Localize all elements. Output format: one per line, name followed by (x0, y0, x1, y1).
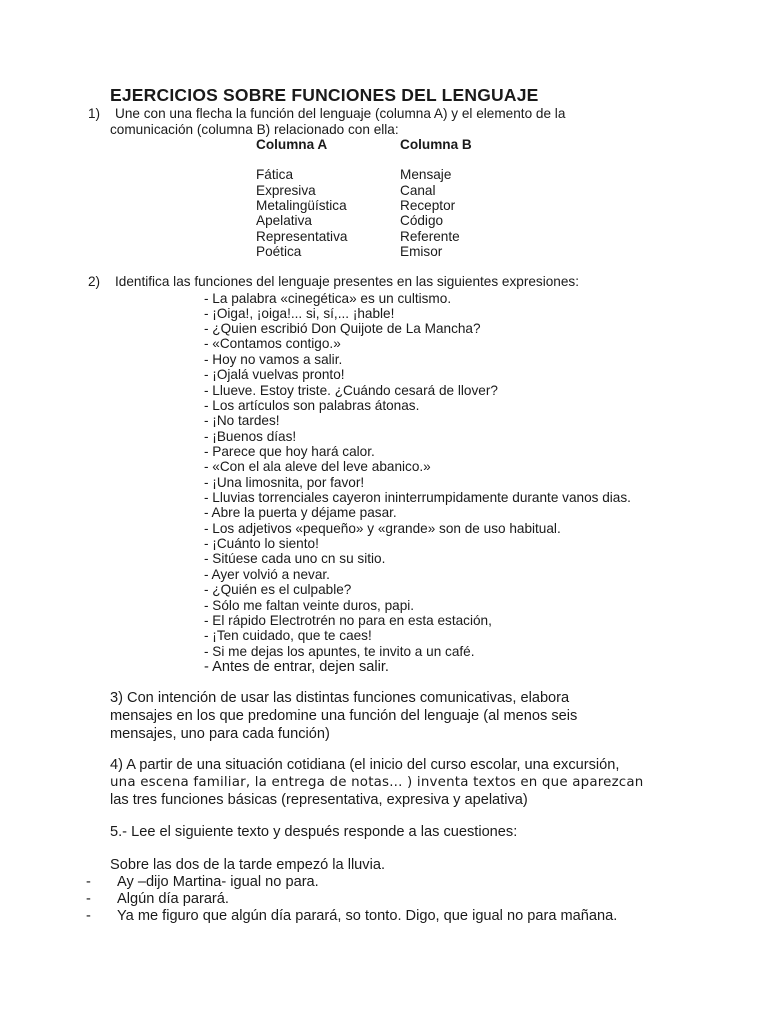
column-a-item: Metalingüística (256, 198, 347, 213)
page-title: EJERCICIOS SOBRE FUNCIONES DEL LENGUAJE (110, 85, 539, 105)
dialogue-line: Algún día parará. (117, 891, 229, 907)
expression-item: - «Contamos contigo.» (204, 336, 341, 351)
expression-item: - Si me dejas los apuntes, te invito a un café. (204, 644, 475, 659)
exercise-1-number: 1) (88, 106, 101, 121)
expression-item: - Ayer volvió a nevar. (204, 567, 330, 582)
expression-item: - Llueve. Estoy triste. ¿Cuándo cesará de llover? (204, 383, 498, 398)
exercise-2-number: 2) (88, 274, 101, 289)
expression-item: - ¡No tardes! (204, 413, 280, 428)
column-b-item: Emisor (400, 244, 443, 259)
dialogue-dash: - (86, 891, 91, 907)
expression-item: - ¿Quien escribió Don Quijote de La Mancha? (204, 321, 481, 336)
expression-item: - La palabra «cinegética» es un cultismo. (204, 291, 452, 306)
expression-item: - ¡Una limosnita, por favor! (204, 475, 365, 490)
column-a-item: Apelativa (256, 213, 312, 228)
expression-item: - «Con el ala aleve del leve abanico.» (204, 459, 431, 474)
exercise-1-line1: Une con una flecha la función del lenguaje (columna A) y el elemento de la (115, 106, 566, 121)
column-a-item: Fática (256, 167, 294, 182)
narration-line: Sobre las dos de la tarde empezó la lluvia. (110, 857, 386, 873)
exercise-4-line2: una escena familiar, la entrega de notas... ) inventa textos en que aparezcan (110, 775, 644, 790)
expression-item: - ¿Quién es el culpable? (204, 582, 352, 597)
column-b-item: Código (400, 213, 444, 228)
exercise-1-line2: comunicación (columna B) relacionado con ella: (110, 122, 399, 137)
expression-item: - Antes de entrar, dejen salir. (204, 659, 389, 675)
exercise-4-line1: 4) A partir de una situación cotidiana (el inicio del curso escolar, una excursión, (110, 757, 620, 773)
dialogue-dash: - (86, 874, 91, 890)
column-b-item: Mensaje (400, 167, 452, 182)
expression-item: - Los adjetivos «pequeño» y «grande» son de uso habitual. (204, 521, 561, 536)
column-b-header: Columna B (400, 137, 472, 152)
column-b-item: Referente (400, 229, 460, 244)
expression-item: - ¡Cuánto lo siento! (204, 536, 319, 551)
expression-item: - ¡Ojalá vuelvas pronto! (204, 367, 345, 382)
dialogue-line: Ay –dijo Martina- igual no para. (117, 874, 319, 890)
exercise-2-intro: Identifica las funciones del lenguaje presentes en las siguientes expresiones: (115, 274, 579, 289)
exercise-5-heading: 5.- Lee el siguiente texto y después responde a las cuestiones: (110, 824, 518, 840)
expression-item: - Lluvias torrenciales cayeron ininterrumpidamente durante vanos dias. (204, 490, 631, 505)
expression-item: - Parece que hoy hará calor. (204, 444, 375, 459)
expression-item: - Sólo me faltan veinte duros, papi. (204, 598, 415, 613)
dialogue-line: Ya me figuro que algún día parará, so tonto. Digo, que igual no para mañana. (117, 908, 618, 924)
column-b-item: Receptor (400, 198, 456, 213)
expression-item: - Abre la puerta y déjame pasar. (204, 505, 397, 520)
expression-item: - ¡Ten cuidado, que te caes! (204, 628, 372, 643)
dialogue-dash: - (86, 908, 91, 924)
exercise-4-line3: las tres funciones básicas (representativa, expresiva y apelativa) (110, 792, 528, 808)
expression-item: - ¡Oiga!, ¡oiga!... si, sí,... ¡hable! (204, 306, 395, 321)
exercise-3-line: 3) Con intención de usar las distintas funciones comunicativas, elabora (110, 690, 570, 706)
expression-item: - El rápido Electrotrén no para en esta estación, (204, 613, 492, 628)
expression-item: - Los artículos son palabras átonas. (204, 398, 420, 413)
column-a-header: Columna A (256, 137, 328, 152)
column-a-item: Expresiva (256, 183, 316, 198)
expression-item: - Sitúese cada uno cn su sitio. (204, 551, 386, 566)
column-a-item: Poética (256, 244, 302, 259)
expression-item: - ¡Buenos días! (204, 429, 297, 444)
column-a-item: Representativa (256, 229, 348, 244)
exercise-3-line: mensajes, uno para cada función) (110, 726, 330, 742)
exercise-3-line: mensajes en los que predomine una función del lenguaje (al menos seis (110, 708, 578, 724)
column-b-item: Canal (400, 183, 436, 198)
expression-item: - Hoy no vamos a salir. (204, 352, 343, 367)
